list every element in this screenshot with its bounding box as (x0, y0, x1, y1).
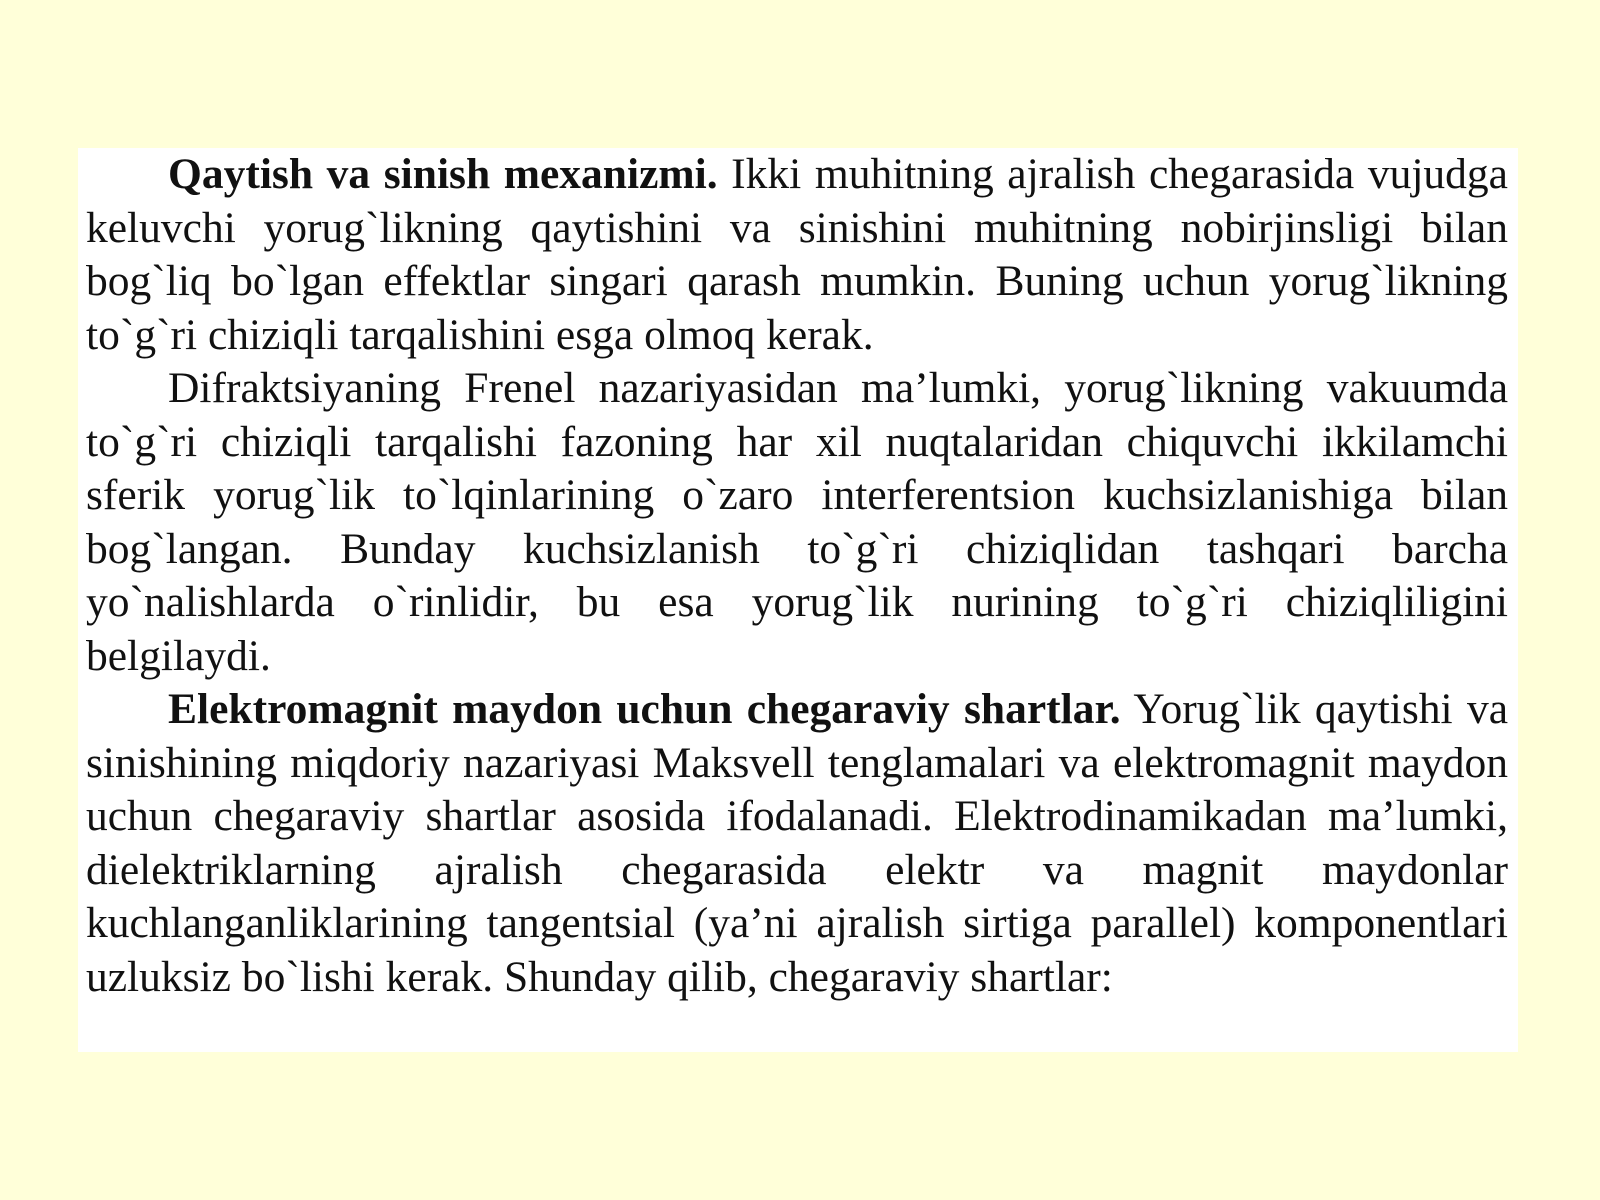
paragraph-body: Yorug`lik qaytishi va sinishining miqdoriy nazariyasi Maksvell tenglamalari va elektromagnit maydon uchun chegaraviy shartlar asosida ifodalanadi. Elektrodinamikadan ma’lumki, dielektriklarning ajralish chegarasida elektr va magnit maydonlar kuchlanganliklarining tangentsial (ya’ni ajralish sirtiga parallel) komponentlari uzluksiz bo`lishi kerak. Shunday qilib, chegaraviy shartlar: (86, 685, 1509, 1001)
paragraph-fresnel-diffraction (86, 362, 1508, 683)
paragraph-body: Difraktsiyaning Frenel nazariyasidan ma’lumki, yorug`likning vakuumda to`g`ri chiziqli tarqalishi fazoning har xil nuqtalaridan chiquvchi ikkilamchi sferik yorug`lik to`lqinlarining o`zaro interferentsion kuchsizlanishiga bilan bog`langan. Bunday kuchsizlanish to`g`ri chiziqlidan tashqari barcha yo`nalishlarda o`rinlidir, bu esa yorug`lik nurining to`g`ri chiziqliligini belgilaydi. (86, 364, 1508, 680)
paragraph-reflection-refraction-mechanism (86, 148, 1508, 362)
text-panel (78, 148, 1518, 1052)
paragraph-body: Ikki muhitning ajralish chegarasida vujudga keluvchi yorug`likning qaytishini va sinishini muhitning nobirjinsligi bilan bog`liq bo`lgan effektlar singari qarash mumkin. Buning uchun yorug`likning to`g`ri chiziqli tarqalishini esga olmoq kerak. (86, 150, 1508, 359)
paragraph-boundary-conditions (86, 683, 1508, 1004)
paragraph-heading: Qaytish va sinish mexanizmi. (168, 150, 718, 198)
paragraph-heading: Elektromagnit maydon uchun chegaraviy shartlar. (168, 685, 1121, 733)
